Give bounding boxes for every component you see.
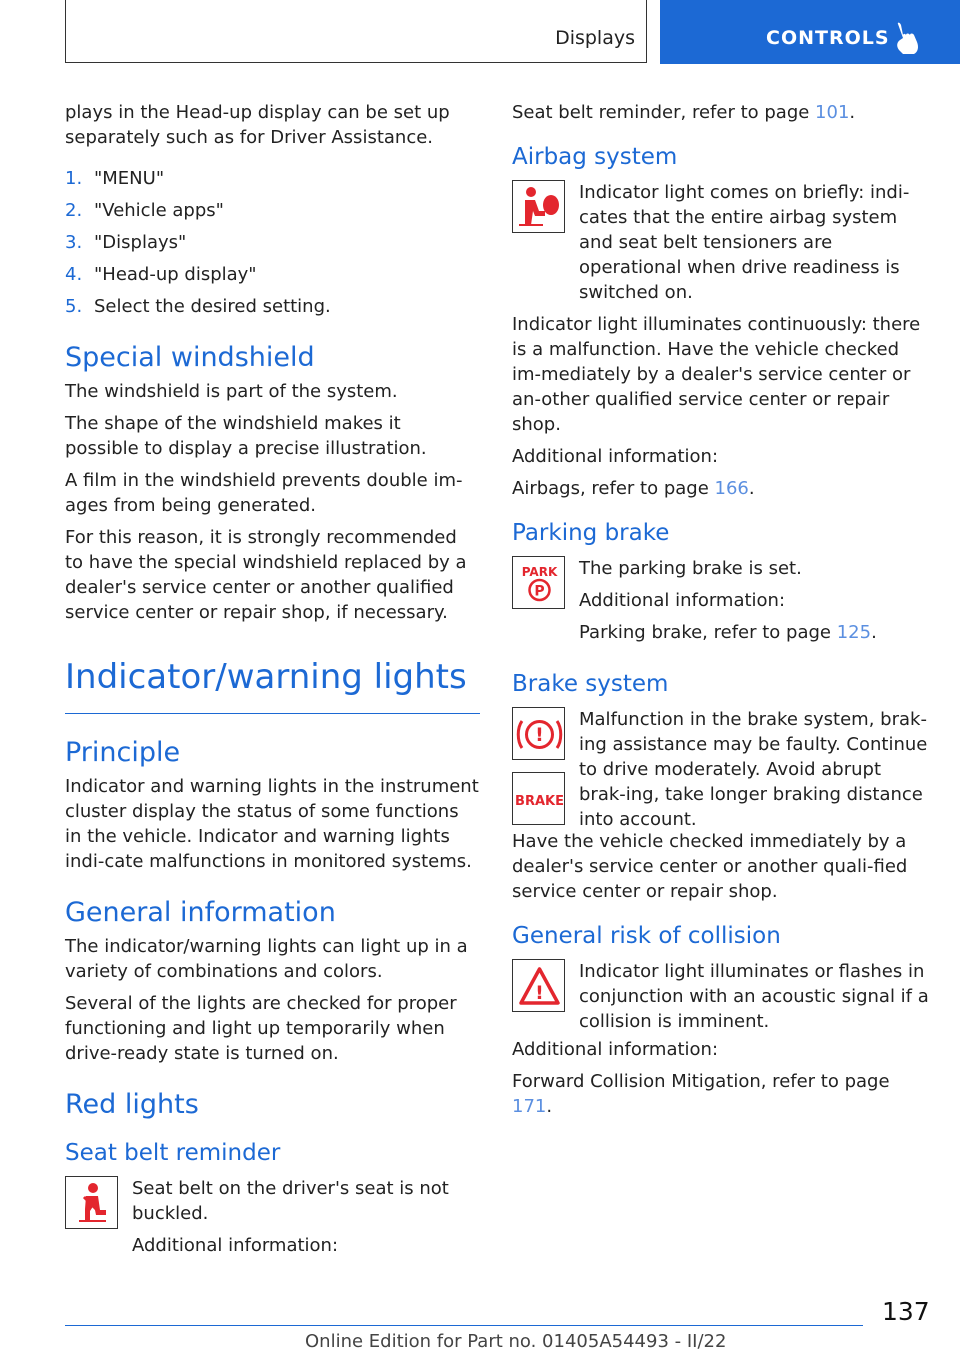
parking-brake-reference: Parking brake, refer to page 125. bbox=[579, 622, 877, 643]
paragraph: A film in the windshield prevents double im-ages from being generated. bbox=[65, 470, 463, 516]
seat-belt-indicator-block bbox=[65, 1176, 480, 1265]
brake-system-heading: Brake system bbox=[512, 671, 669, 697]
paragraph: Additional information: bbox=[132, 1235, 339, 1256]
paragraph: Indicator light illuminates continuously: there is a malfunction. Have the vehicle checked im-mediately by a dealer's service center or an-other qualified service center or repair shop. bbox=[512, 314, 921, 435]
red-lights-heading: Red lights bbox=[65, 1089, 199, 1120]
seat-belt-reminder-heading: Seat belt reminder bbox=[65, 1140, 281, 1166]
general-information-heading: General information bbox=[65, 897, 336, 928]
collision-glyph: ! bbox=[535, 982, 544, 1004]
step-text: "Head-up display" bbox=[94, 264, 257, 285]
header-tab-label: CONTROLS bbox=[766, 27, 890, 49]
paragraph: Seat belt on the driver's seat is not buckled. bbox=[132, 1178, 449, 1224]
intro-text: plays in the Head-up display can be set up separately such as for Driver Assistance. bbox=[65, 102, 450, 148]
list-item bbox=[65, 166, 480, 191]
paragraph: Additional information: bbox=[579, 590, 786, 611]
step-text: "Vehicle apps" bbox=[94, 200, 224, 221]
seat-belt-reference: Seat belt reminder, refer to page 101. bbox=[512, 102, 856, 123]
list-item bbox=[65, 262, 480, 287]
list-item bbox=[65, 198, 480, 223]
park-label: PARK bbox=[521, 565, 558, 579]
paragraph: The windshield is part of the system. bbox=[65, 381, 398, 402]
step-number: 5. bbox=[65, 296, 83, 317]
page-link-101[interactable]: 101 bbox=[815, 102, 850, 123]
page-link-171[interactable]: 171 bbox=[512, 1096, 547, 1117]
step-text: Select the desired setting. bbox=[94, 296, 331, 317]
step-number: 2. bbox=[65, 200, 83, 221]
pointing-hand-icon bbox=[892, 22, 920, 56]
principle-heading: Principle bbox=[65, 737, 181, 768]
left-column bbox=[65, 100, 480, 1265]
paragraph: The shape of the windshield makes it possible to display a precise illustration. bbox=[65, 413, 427, 459]
footer-edition-text: Online Edition for Part no. 01405A54493 - II/22 bbox=[305, 1331, 727, 1352]
park-glyph: P bbox=[534, 583, 545, 600]
parking-brake-heading: Parking brake bbox=[512, 520, 670, 546]
brake-text-icon bbox=[512, 772, 565, 825]
page-link-166[interactable]: 166 bbox=[714, 478, 749, 499]
paragraph: The parking brake is set. bbox=[579, 558, 802, 579]
paragraph: Indicator light illuminates or flashes in conjunction with an acoustic signal if a collision is imminent. bbox=[579, 961, 929, 1032]
seat-belt-warning-icon bbox=[65, 1176, 118, 1229]
header-section-title: Displays bbox=[555, 27, 635, 49]
paragraph: Have the vehicle checked immediately by a dealer's service center or another quali-fied service center or repair shop. bbox=[512, 831, 908, 902]
indicator-warning-lights-heading: Indicator/warning lights bbox=[65, 655, 480, 714]
list-item bbox=[65, 230, 480, 255]
step-text: "Displays" bbox=[94, 232, 187, 253]
steps-list bbox=[65, 166, 480, 319]
paragraph: The indicator/warning lights can light up in a variety of combinations and colors. bbox=[65, 936, 468, 982]
paragraph: Malfunction in the brake system, brak-ing assistance may be faulty. Continue to drive moderately. Avoid abrupt brak-ing, take longer braking distance into account. bbox=[579, 709, 928, 830]
paragraph: Indicator and warning lights in the instrument cluster display the status of some functions in the vehicle. Indicator and warning lights indi-cate malfunctions in monitored systems. bbox=[65, 776, 479, 872]
right-column bbox=[512, 100, 930, 1126]
footer-divider bbox=[65, 1325, 863, 1326]
paragraph: For this reason, it is strongly recommended to have the special windshield replaced by a dealer's service center or another qualified service center or repair shop, if necessary. bbox=[65, 527, 467, 623]
step-number: 4. bbox=[65, 264, 83, 285]
paragraph: Indicator light comes on briefly: indi-cates that the entire airbag system and seat belt tensioners are operational when drive readiness is switched on. bbox=[579, 182, 910, 303]
brake-system-indicator-block bbox=[512, 707, 930, 839]
page-number: 137 bbox=[882, 1297, 930, 1326]
collision-reference: Forward Collision Mitigation, refer to page 171. bbox=[512, 1071, 890, 1117]
parking-brake-icon bbox=[512, 556, 565, 609]
list-item bbox=[65, 294, 480, 319]
brake-glyph: ! bbox=[535, 724, 544, 746]
parking-brake-indicator-block bbox=[512, 556, 930, 652]
step-number: 1. bbox=[65, 168, 83, 189]
brake-warning-icon bbox=[512, 707, 565, 760]
collision-warning-icon bbox=[512, 959, 565, 1012]
paragraph: Several of the lights are checked for proper functioning and light up temporarily when drive-ready state is turned on. bbox=[65, 993, 457, 1064]
collision-risk-heading: General risk of collision bbox=[512, 923, 781, 949]
brake-label: BRAKE bbox=[515, 794, 564, 809]
page-link-125[interactable]: 125 bbox=[836, 622, 872, 643]
airbag-warning-icon bbox=[512, 180, 565, 233]
airbags-reference: Airbags, refer to page 166. bbox=[512, 478, 755, 499]
step-text: "MENU" bbox=[94, 168, 165, 189]
paragraph: Additional information: bbox=[512, 446, 719, 467]
special-windshield-heading: Special windshield bbox=[65, 342, 315, 373]
header-tab-controls[interactable] bbox=[660, 0, 960, 64]
paragraph: Additional information: bbox=[512, 1039, 719, 1060]
collision-indicator-block bbox=[512, 959, 930, 1041]
step-number: 3. bbox=[65, 232, 83, 253]
airbag-system-heading: Airbag system bbox=[512, 144, 678, 170]
airbag-indicator-block bbox=[512, 180, 930, 312]
